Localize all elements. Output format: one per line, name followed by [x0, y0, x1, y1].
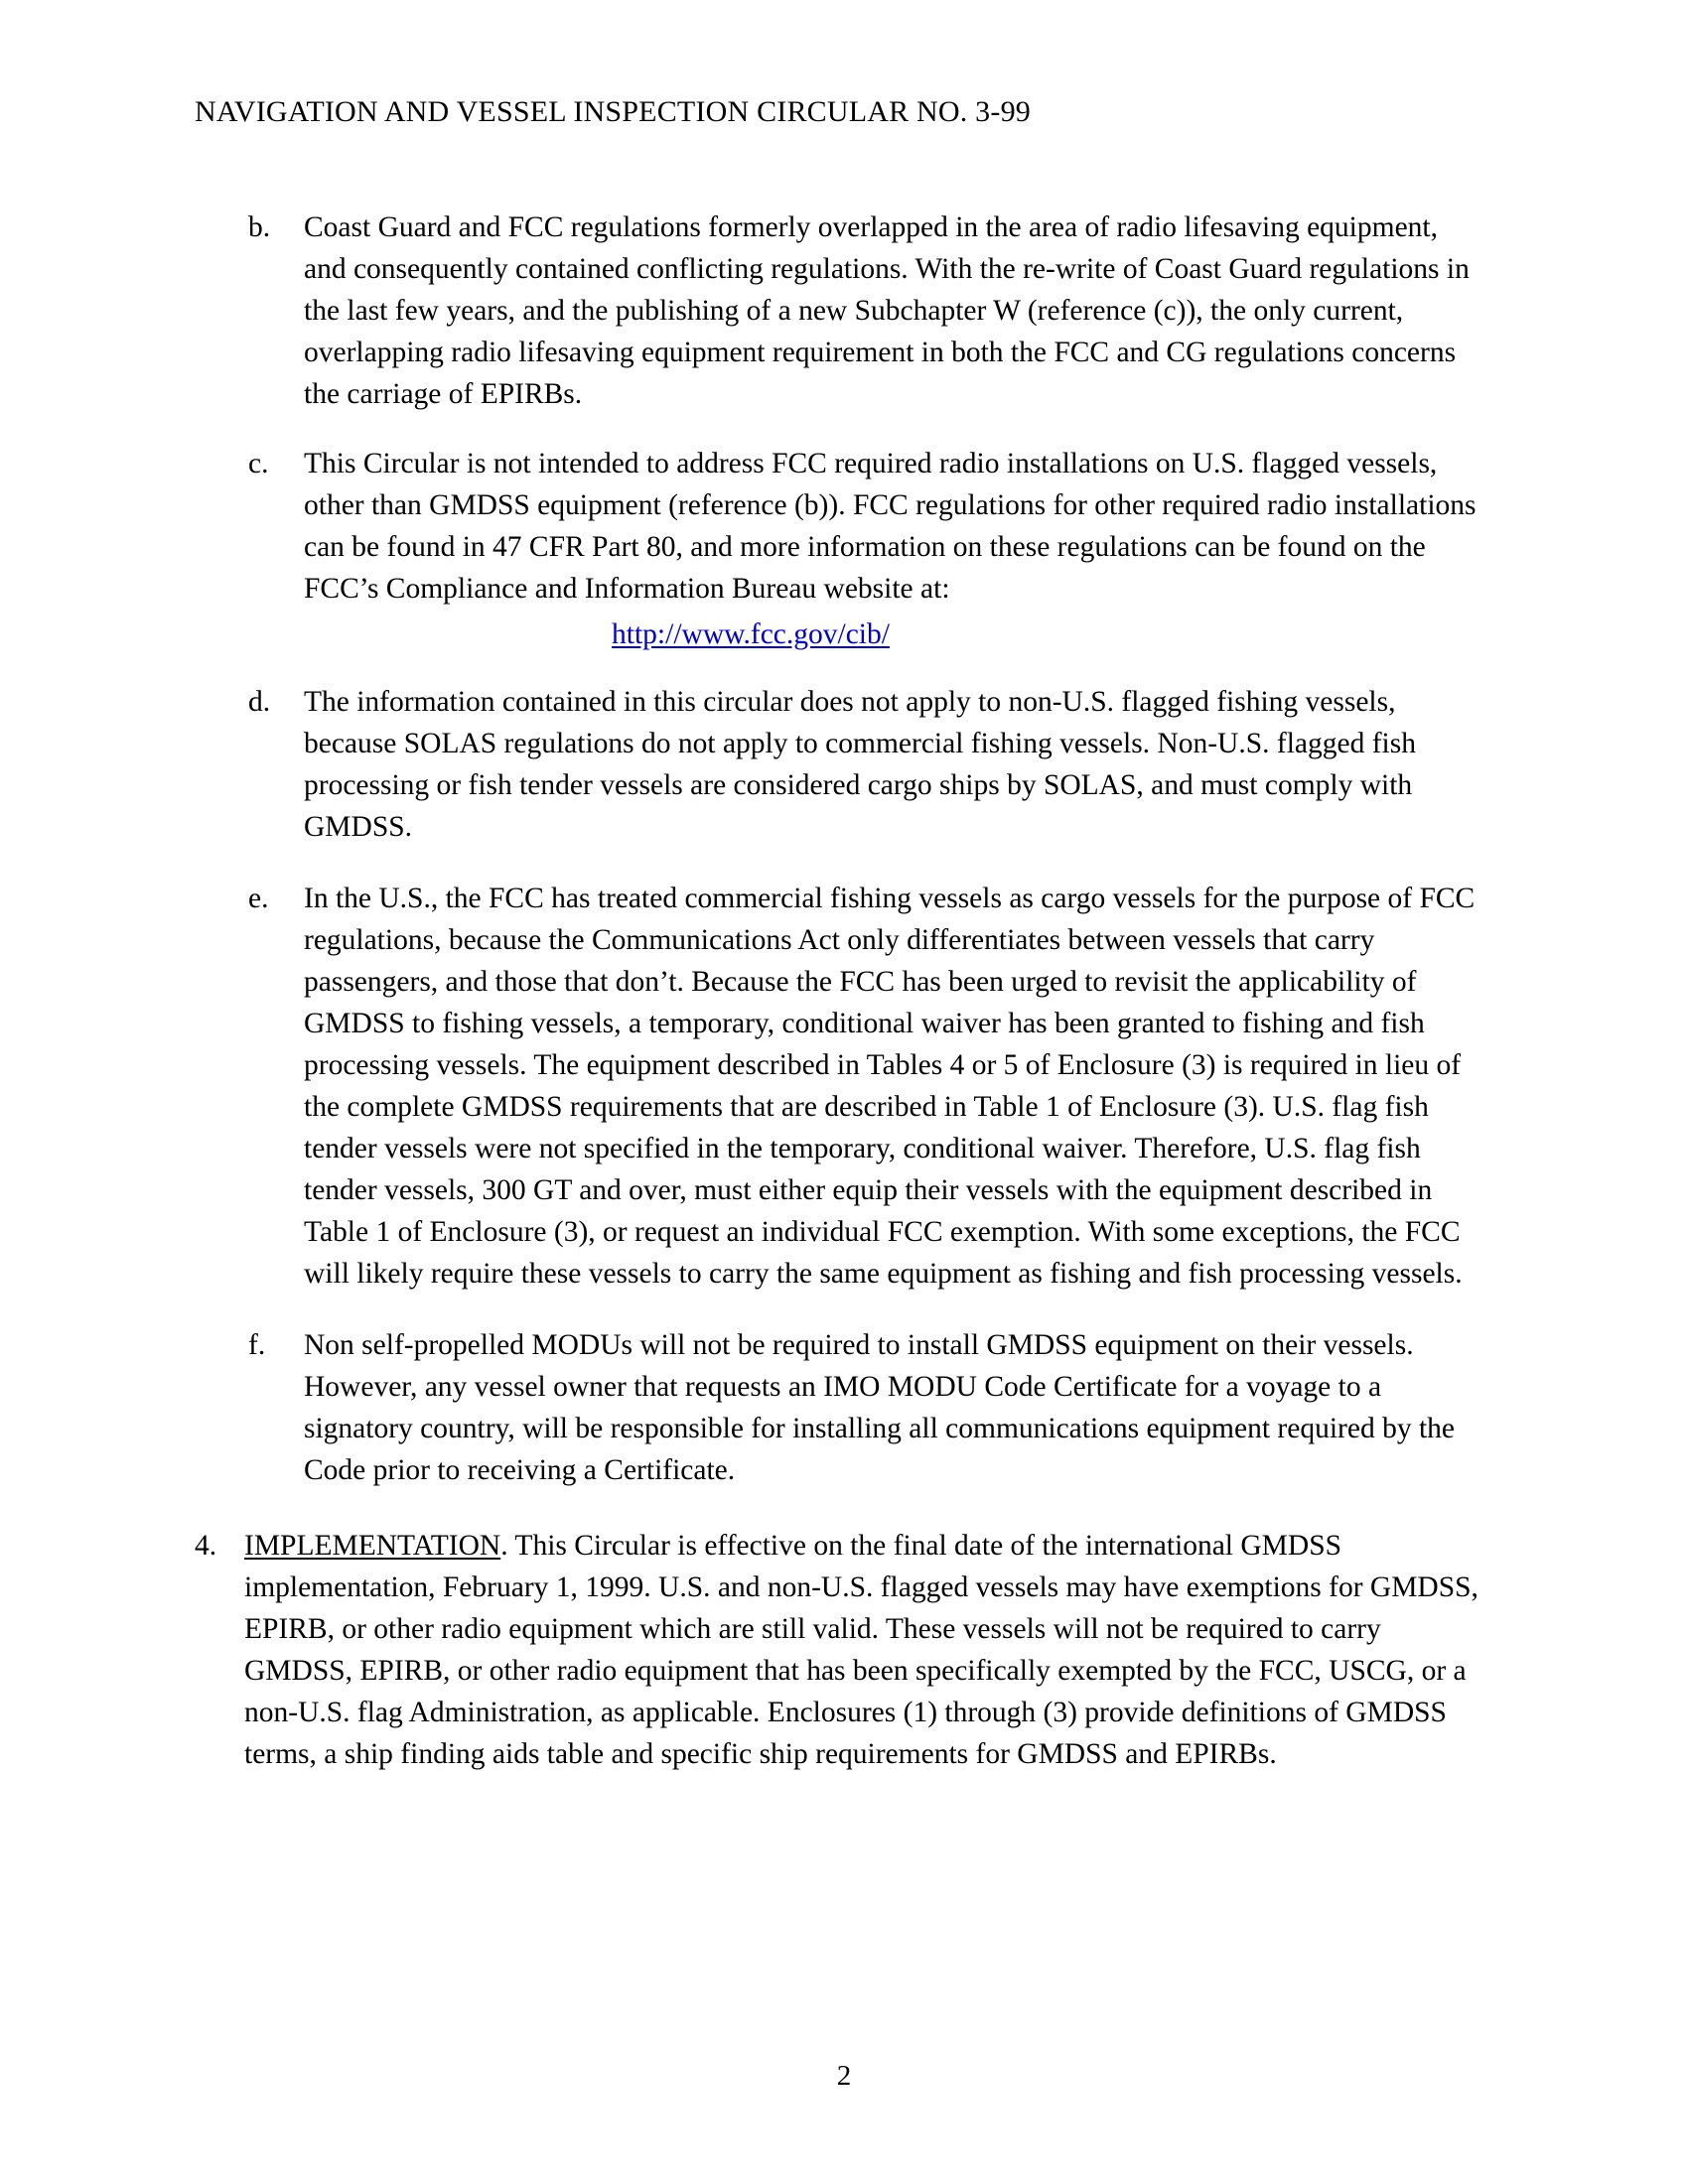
list-marker-f: f.	[248, 1329, 266, 1361]
list-item-c	[195, 443, 1485, 610]
section-4-heading: IMPLEMENTATION	[244, 1530, 501, 1562]
section-item-4	[195, 1525, 1485, 1775]
section-4-text: . This Circular is effective on the final date of the international GMDSS implementation, February 1, 1999. U.S. and non-U.S. flagged vessels may have exemptions for GMDSS, EPIRB, or other radio equipment which are still valid. These vessels will not be required to carry GMDSS, EPIRB, or other radio equipment that has been specifically exempted by the FCC, USCG, or a non-U.S. flag Administration, as applicable. Enclosures (1) through (3) provide definitions of GMDSS terms, a ship finding aids table and specific ship requirements for GMDSS and EPIRBs.	[244, 1530, 1478, 1770]
paragraph-b-text: Coast Guard and FCC regulations formerly overlapped in the area of radio lifesaving equipment, and consequently contained conflicting regulations. With the re-write of Coast Guard regulations in the last few years, and the publishing of a new Subchapter W (reference (c)), the only current, overlapping radio lifesaving equipment requirement in both the FCC and CG regulations concerns the carriage of EPIRBs.	[304, 211, 1470, 410]
list-item-d	[195, 681, 1485, 848]
list-marker-b: b.	[248, 211, 271, 243]
fcc-cib-link[interactable]: http://www.fcc.gov/cib/	[612, 618, 890, 650]
section-marker-4: 4.	[195, 1530, 217, 1562]
paragraph-c-text: This Circular is not intended to address FCC required radio installations on U.S. flagged vessels, other than GMDSS equipment (reference (b)). FCC regulations for other required radio installations can be found in 47 CFR Part 80, and more information on these regulations can be found on the FCC’s Compliance and Information Bureau website at:	[304, 448, 1477, 605]
list-marker-c: c.	[248, 448, 269, 479]
paragraph-f-text: Non self-propelled MODUs will not be required to install GMDSS equipment on their vessels. However, any vessel owner that requests an IMO MODU Code Certificate for a voyage to a signatory country, will be responsible for installing all communications equipment required by the Code prior to receiving a Certificate.	[304, 1329, 1455, 1486]
running-header: NAVIGATION AND VESSEL INSPECTION CIRCULAR NO. 3-99	[195, 95, 1031, 128]
list-marker-d: d.	[248, 686, 271, 718]
list-marker-e: e.	[248, 883, 269, 914]
page-number: 2	[836, 2060, 852, 2092]
list-item-f	[195, 1324, 1485, 1491]
fcc-cib-link-line	[195, 614, 1485, 655]
list-item-e	[195, 878, 1485, 1295]
document-body	[195, 206, 1485, 1801]
list-item-b	[195, 206, 1485, 415]
section-4-content	[244, 1525, 1485, 1775]
paragraph-d-text: The information contained in this circular does not apply to non-U.S. flagged fishing vessels, because SOLAS regulations do not apply to commercial fishing vessels. Non-U.S. flagged fish processing or fish tender vessels are considered cargo ships by SOLAS, and must comply with GMDSS.	[304, 686, 1416, 843]
paragraph-e-text: In the U.S., the FCC has treated commercial fishing vessels as cargo vessels for the purpose of FCC regulations, because the Communications Act only differentiates between vessels that carry passengers, and those that don’t. Because the FCC has been urged to revisit the applicability of GMDSS to fishing vessels, a temporary, conditional waiver has been granted to fishing and fish processing vessels. The equipment described in Tables 4 or 5 of Enclosure (3) is required in lieu of the complete GMDSS requirements that are described in Table 1 of Enclosure (3). U.S. flag fish tender vessels were not specified in the temporary, conditional waiver. Therefore, U.S. flag fish tender vessels, 300 GT and over, must either equip their vessels with the equipment described in Table 1 of Enclosure (3), or request an individual FCC exemption. With some exceptions, the FCC will likely require these vessels to carry the same equipment as fishing and fish processing vessels.	[304, 883, 1476, 1290]
